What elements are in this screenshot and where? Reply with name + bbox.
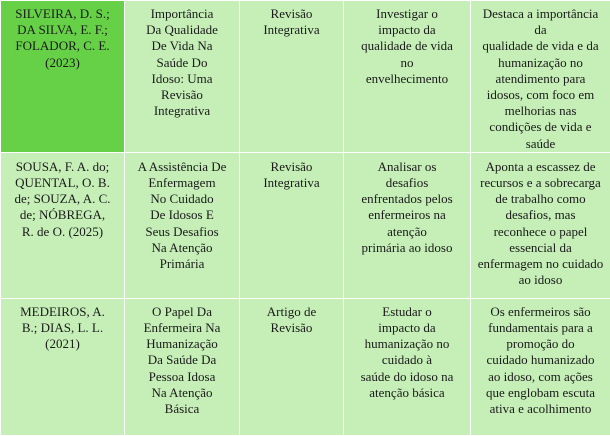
results-cell: Destaca a importância da qualidade de vida e da humanização no atendimento para idosos, com foco em melhorias nas condições de vida e saúde <box>471 1 610 153</box>
authors-cell: SILVEIRA, D. S.; DA SILVA, E. F.; FOLADOR, C. E. (2023) <box>1 1 125 153</box>
table-row <box>1 298 610 435</box>
objective-cell: Investigar o impacto da qualidade de vida no envelhecimento <box>344 1 471 153</box>
study-type-cell: Artigo de Revisão <box>240 298 344 435</box>
title-cell: Importância Da Qualidade De Vida Na Saúde Do Idoso: Uma Revisão Integrativa <box>125 1 240 153</box>
objective-cell: Analisar os desafios enfrentados pelos enfermeiros na atenção primária ao idoso <box>344 152 471 298</box>
results-cell: Aponta a escassez de recursos e a sobrecarga de trabalho como desafios, mas reconhece o papel essencial da enfermagem no cuidado ao idoso <box>471 152 610 298</box>
results-cell: Os enfermeiros são fundamentais para a promoção do cuidado humanizado ao idoso, com ações que englobam escuta ativa e acolhimento <box>471 298 610 435</box>
table-row <box>1 1 610 153</box>
study-type-cell: Revisão Integrativa <box>240 152 344 298</box>
authors-cell: SOUSA, F. A. do; QUENTAL, O. B. de; SOUZA, A. C. de; NÓBREGA, R. de O. (2025) <box>1 152 125 298</box>
table-row <box>1 152 610 298</box>
objective-cell: Estudar o impacto da humanização no cuidado à saúde do idoso na atenção básica <box>344 298 471 435</box>
study-type-cell: Revisão Integrativa <box>240 1 344 153</box>
title-cell: A Assistência De Enfermagem No Cuidado De Idosos E Seus Desafios Na Atenção Primária <box>125 152 240 298</box>
title-cell: O Papel Da Enfermeira Na Humanização Da Saúde Da Pessoa Idosa Na Atenção Básica <box>125 298 240 435</box>
authors-cell: MEDEIROS, A. B.; DIAS, L. L. (2021) <box>1 298 125 435</box>
